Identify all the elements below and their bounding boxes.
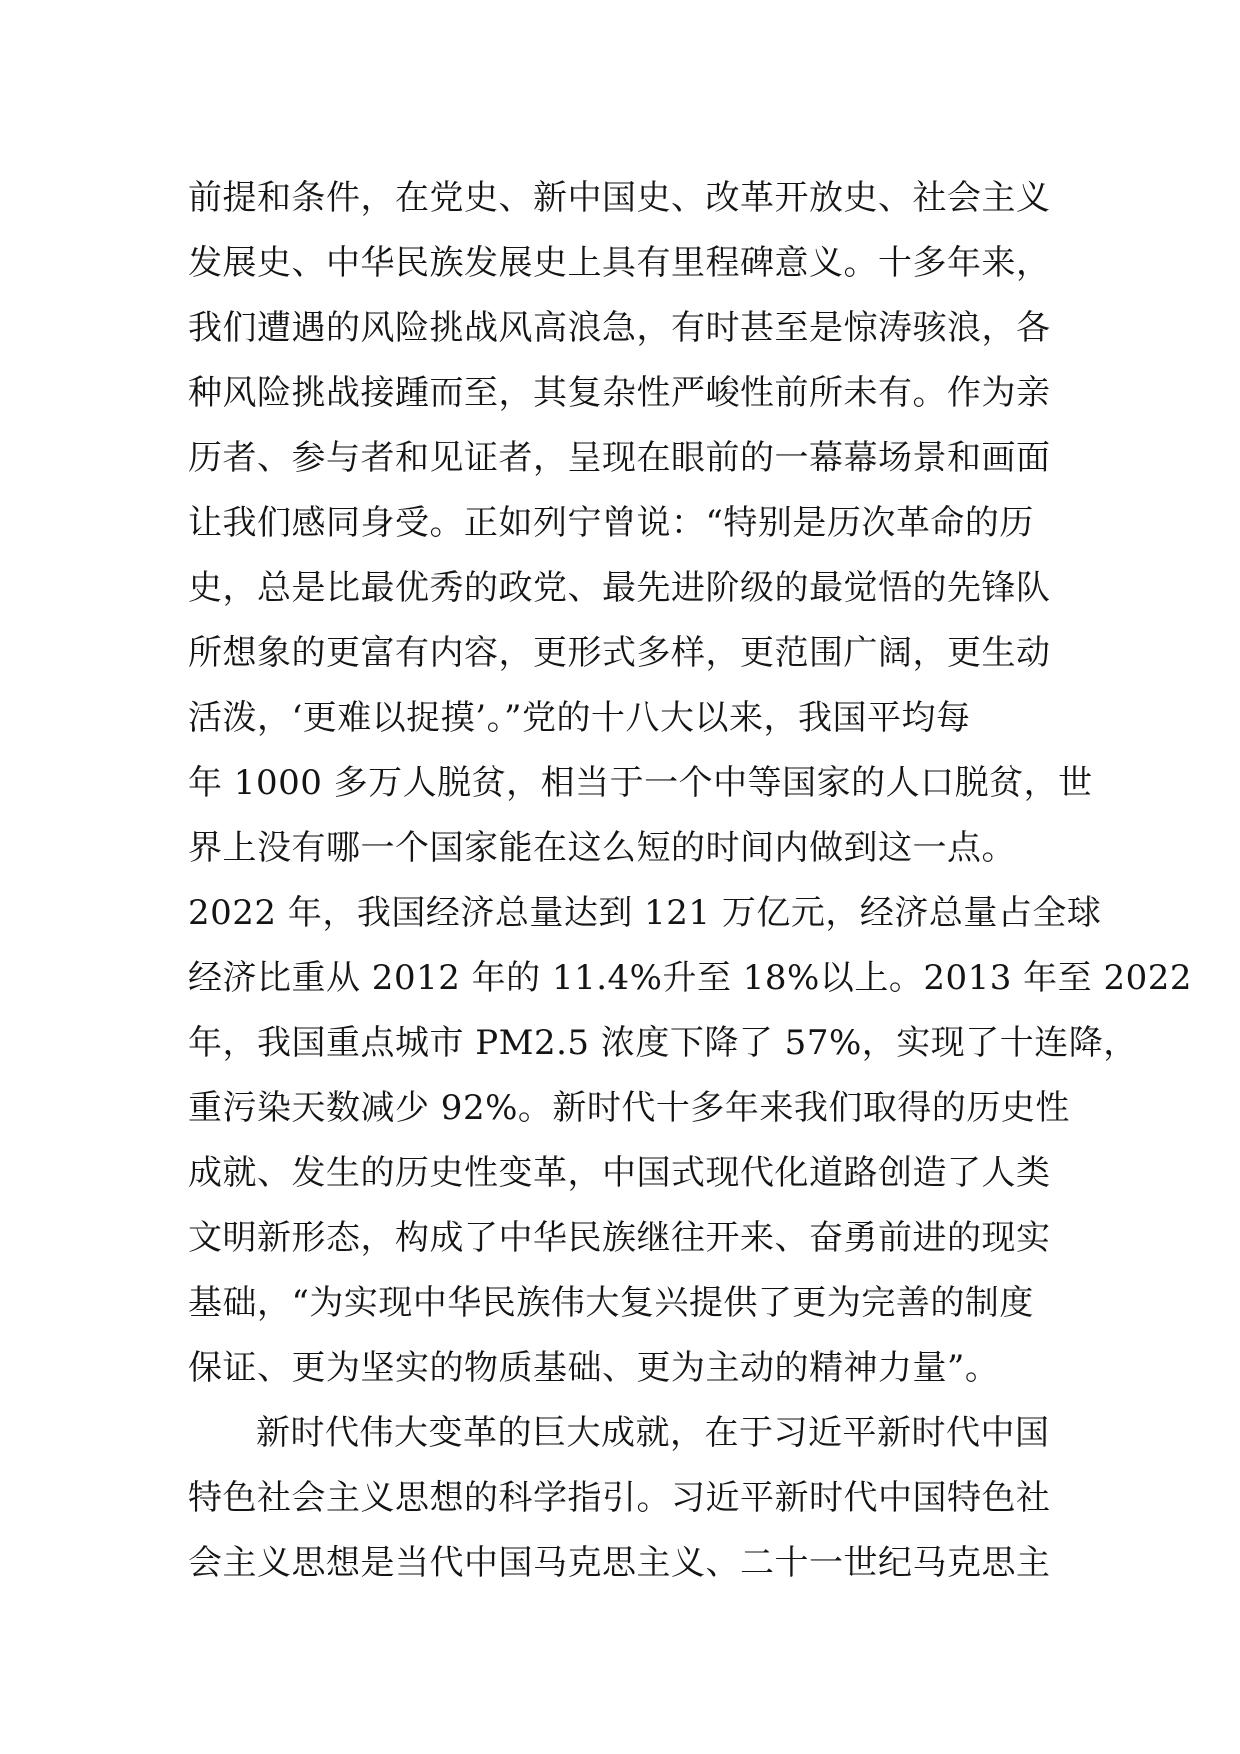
text-line: 经济比重从 2012 年的 11.4%升至 18%以上。2013 年至 2022 bbox=[188, 958, 1193, 998]
text-line: 会主义思想是当代中国马克思主义、二十一世纪马克思主 bbox=[188, 1543, 1051, 1583]
text-line: 成就、发生的历史性变革，中国式现代化道路创造了人类 bbox=[188, 1153, 1051, 1193]
text-line: 文明新形态，构成了中华民族继往开来、奋勇前进的现实 bbox=[188, 1218, 1051, 1258]
text-line: 发展史、中华民族发展史上具有里程碑意义。十多年来， bbox=[188, 243, 1051, 283]
text-line: 前提和条件，在党史、新中国史、改革开放史、社会主义 bbox=[188, 178, 1051, 218]
text-line: 让我们感同身受。正如列宁曾说：“特别是历次革命的历 bbox=[188, 503, 1034, 543]
text-line: 历者、参与者和见证者，呈现在眼前的一幕幕场景和画面 bbox=[188, 438, 1051, 478]
text-line: 基础，“为实现中华民族伟大复兴提供了更为完善的制度 bbox=[188, 1283, 1034, 1323]
paragraph-start-line: 新时代伟大变革的巨大成就，在于习近平新时代中国 bbox=[256, 1413, 1050, 1453]
text-line: 年，我国重点城市 PM2.5 浓度下降了 57%，实现了十连降， bbox=[188, 1023, 1138, 1063]
body-text bbox=[188, 166, 1193, 1596]
text-line: 我们遭遇的风险挑战风高浪急，有时甚至是惊涛骇浪，各 bbox=[188, 308, 1051, 348]
text-line: 种风险挑战接踵而至，其复杂性严峻性前所未有。作为亲 bbox=[188, 373, 1051, 413]
text-line: 活泼，‘更难以捉摸’。”党的十八大以来，我国平均每 bbox=[188, 698, 971, 738]
text-line: 特色社会主义思想的科学指引。习近平新时代中国特色社 bbox=[188, 1478, 1051, 1518]
text-line: 史，总是比最优秀的政党、最先进阶级的最觉悟的先锋队 bbox=[188, 568, 1051, 608]
text-line: 所想象的更富有内容，更形式多样，更范围广阔，更生动 bbox=[188, 633, 1051, 673]
text-line: 年 1000 多万人脱贫，相当于一个中等国家的人口脱贫，世 bbox=[188, 763, 1093, 803]
text-line: 界上没有哪一个国家能在这么短的时间内做到这一点。 bbox=[188, 828, 1016, 868]
text-line: 重污染天数减少 92%。新时代十多年来我们取得的历史性 bbox=[188, 1088, 1070, 1128]
text-line: 保证、更为坚实的物质基础、更为主动的精神力量”。 bbox=[188, 1348, 1000, 1388]
text-line: 2022 年，我国经济总量达到 121 万亿元，经济总量占全球 bbox=[188, 893, 1102, 933]
